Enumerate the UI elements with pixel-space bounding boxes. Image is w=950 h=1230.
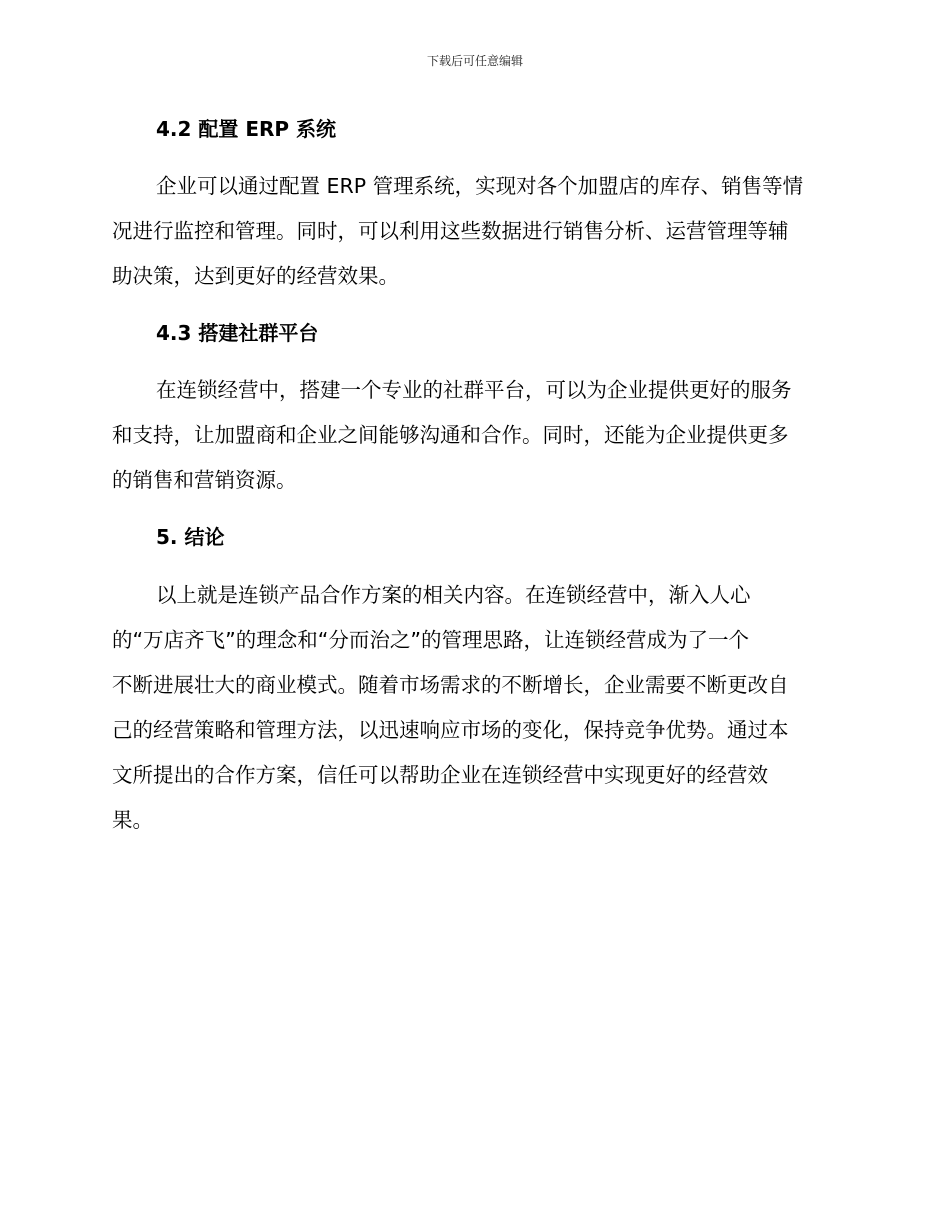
paragraph-line: 助决策，达到更好的经营效果。 xyxy=(112,264,399,288)
page-header: 下载后可任意编辑 xyxy=(426,54,523,68)
paragraph-line: 况进行监控和管理。同时，可以利用这些数据进行销售分析、运营管理等辅 xyxy=(112,219,789,243)
section-heading-4-2: 4.2 配置 ERP 系统 xyxy=(156,117,337,141)
paragraph-line: 以上就是连锁产品合作方案的相关内容。在连锁经营中，渐入人心 xyxy=(156,583,751,607)
paragraph-line: 己的经营策略和管理方法，以迅速响应市场的变化，保持竞争优势。通过本 xyxy=(112,718,789,742)
paragraph-line: 果。 xyxy=(112,808,153,832)
paragraph-line: 在连锁经营中，搭建一个专业的社群平台，可以为企业提供更好的服务 xyxy=(156,378,792,402)
section-heading-4-3: 4.3 搭建社群平台 xyxy=(156,321,319,345)
paragraph-line: 不断进展壮大的商业模式。随着市场需求的不断增长，企业需要不断更改自 xyxy=(112,673,789,697)
section-heading-5: 5. 结论 xyxy=(156,525,225,549)
paragraph-line: 的“万店齐飞”的理念和“分而治之”的管理思路，让连锁经营成为了一个 xyxy=(112,628,749,652)
paragraph-line: 和支持，让加盟商和企业之间能够沟通和合作。同时，还能为企业提供更多 xyxy=(112,423,789,447)
paragraph-line: 企业可以通过配置 ERP 管理系统，实现对各个加盟店的库存、销售等情 xyxy=(156,174,804,198)
paragraph-line: 文所提出的合作方案，信任可以帮助企业在连锁经营中实现更好的经营效 xyxy=(112,763,768,787)
paragraph-line: 的销售和营销资源。 xyxy=(112,468,297,492)
